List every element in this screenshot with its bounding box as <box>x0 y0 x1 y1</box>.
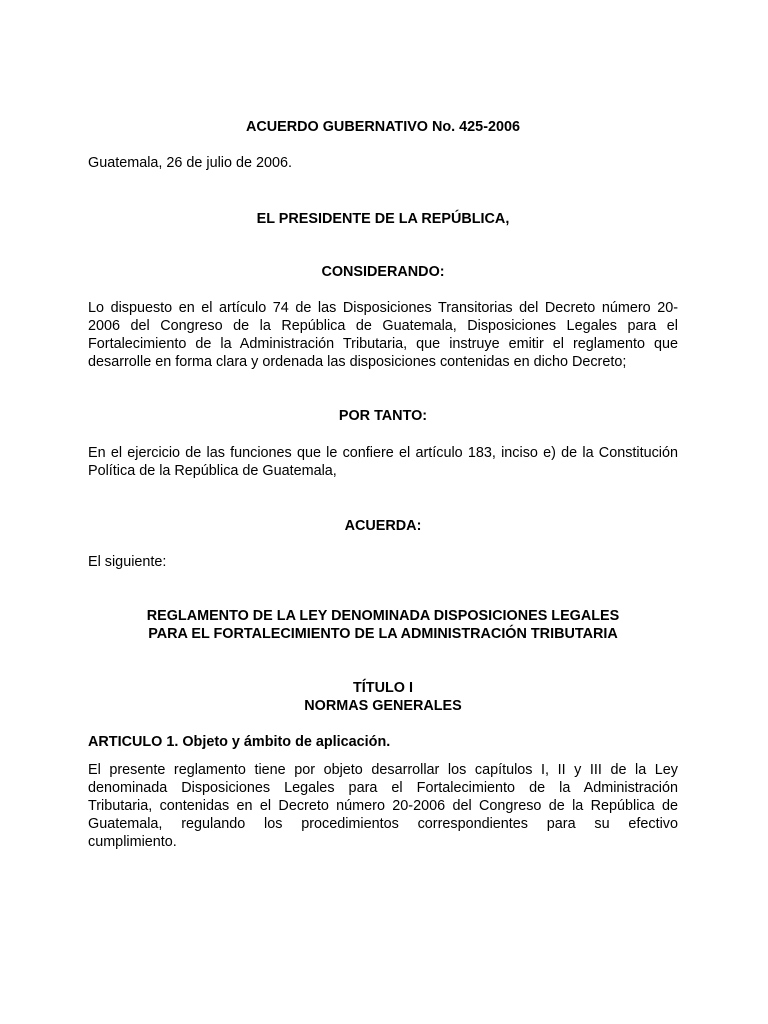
reglamento-title-line: REGLAMENTO DE LA LEY DENOMINADA DISPOSICIONES LEGALES <box>146 608 620 624</box>
considerando-paragraph <box>88 299 678 371</box>
considerando-heading: CONSIDERANDO: <box>321 264 445 280</box>
paragraph-line: Lo dispuesto en el artículo 74 de las Disposiciones Transitorias del Decreto número 20- <box>88 300 678 316</box>
paragraph-line: En el ejercicio de las funciones que le confiere el artículo 183, inciso e) de la Constitución <box>88 445 678 461</box>
reglamento-title-line: PARA EL FORTALECIMIENTO DE LA ADMINISTRACIÓN TRIBUTARIA <box>148 626 618 642</box>
paragraph-line: denominada Disposiciones Legales para el Fortalecimiento de la Administración <box>88 780 678 796</box>
paragraph-line: Fortalecimiento de la Administración Tributaria, que instruye emitir el reglamento que <box>88 336 678 352</box>
place-date: Guatemala, 26 de julio de 2006. <box>88 155 293 171</box>
reglamento-title <box>88 607 678 643</box>
titulo-label: TÍTULO I <box>353 680 413 696</box>
paragraph-line: cumplimiento. <box>88 834 177 850</box>
acuerda-heading: ACUERDA: <box>344 518 422 534</box>
paragraph-line: Guatemala, regulando los procedimientos correspondientes para su efectivo <box>88 816 678 832</box>
titulo-heading <box>88 679 678 715</box>
document-title: ACUERDO GUBERNATIVO No. 425-2006 <box>245 119 520 135</box>
paragraph-line: El presente reglamento tiene por objeto desarrollar los capítulos I, II y III de la Ley <box>88 762 678 778</box>
paragraph-line: Tributaria, contenidas en el Decreto número 20-2006 del Congreso de la República de <box>88 798 678 814</box>
paragraph-line: Política de la República de Guatemala, <box>88 463 337 479</box>
acuerda-text: El siguiente: <box>88 554 167 570</box>
paragraph-line: 2006 del Congreso de la República de Guatemala, Disposiciones Legales para el <box>88 318 678 334</box>
articulo-1-heading: ARTICULO 1. Objeto y ámbito de aplicación. <box>88 734 391 750</box>
por-tanto-paragraph <box>88 444 678 480</box>
authority-heading: EL PRESIDENTE DE LA REPÚBLICA, <box>256 211 510 227</box>
titulo-name: NORMAS GENERALES <box>304 698 462 714</box>
por-tanto-heading: POR TANTO: <box>338 408 428 424</box>
paragraph-line: desarrolle en forma clara y ordenada las disposiciones contenidas en dicho Decreto; <box>88 354 627 370</box>
articulo-1-paragraph <box>88 761 678 851</box>
